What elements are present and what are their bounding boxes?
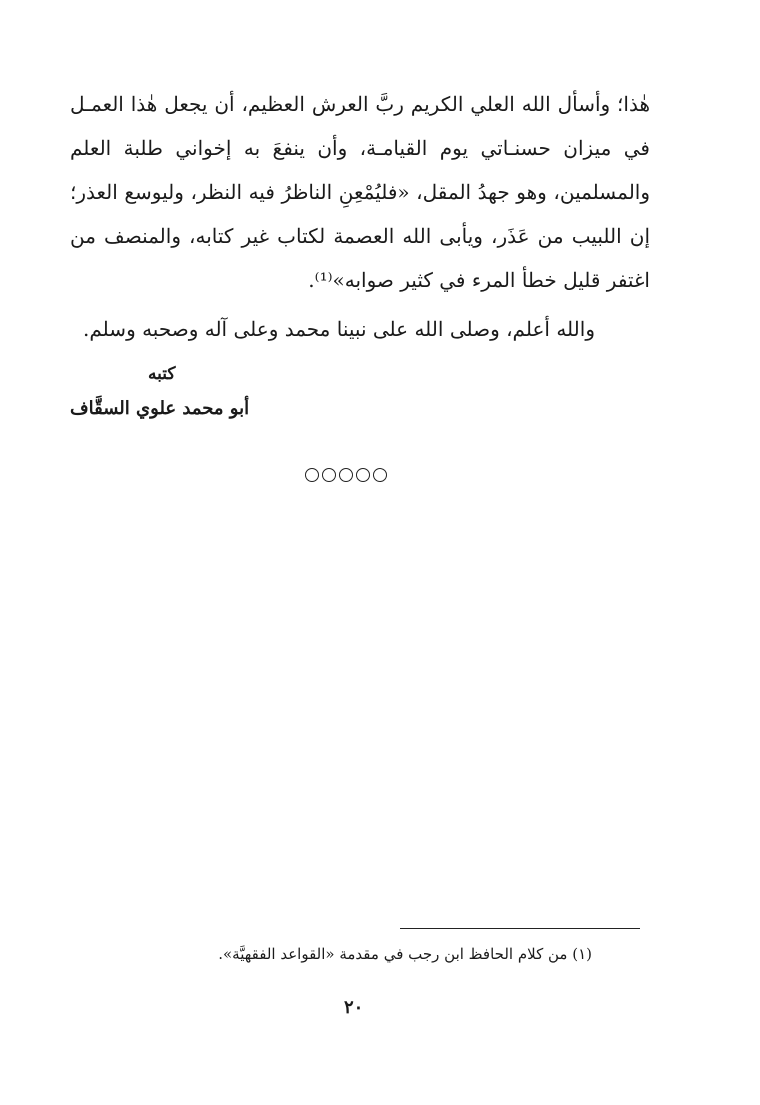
footnote: (١) من كلام الحافظ ابن رجب في مقدمة «القواعد الفقهيَّة». (218, 945, 592, 963)
separator-circle (339, 468, 353, 482)
separator-circle (305, 468, 319, 482)
main-paragraph: هٰذا؛ وأسأل الله العلي الكريم ربَّ العرش العظيم، أن يجعل هٰذا العمـل في ميزان حسنـاتي يوم القيامـة، وأن ينفعَ به إخواني طلبة العلم والمسلمين، وهو جهدُ المقل، «فليُمْعِنِ الناظرُ فيه النظر، وليوسع العذر؛ إن اللبيب من عَذَر، ويأبى الله العصمة لكتاب غير كتابه، والمنصف من اغتفر قليل خطأ المرء في كثير صوابه»⁽¹⁾. (70, 92, 650, 292)
separator-circle (356, 468, 370, 482)
signature-label: كتبه (148, 364, 176, 384)
footnote-divider (400, 928, 640, 929)
separator-circle (373, 468, 387, 482)
section-separator (305, 468, 387, 482)
separator-circle (322, 468, 336, 482)
page-number: ٢٠ (344, 997, 364, 1018)
signature-name: أبو محمد علوي السقَّاف (70, 398, 250, 419)
closing-line: والله أعلم، وصلى الله على نبينا محمد وعلى آله وصحبه وسلم. (83, 317, 595, 341)
main-text (70, 82, 650, 302)
